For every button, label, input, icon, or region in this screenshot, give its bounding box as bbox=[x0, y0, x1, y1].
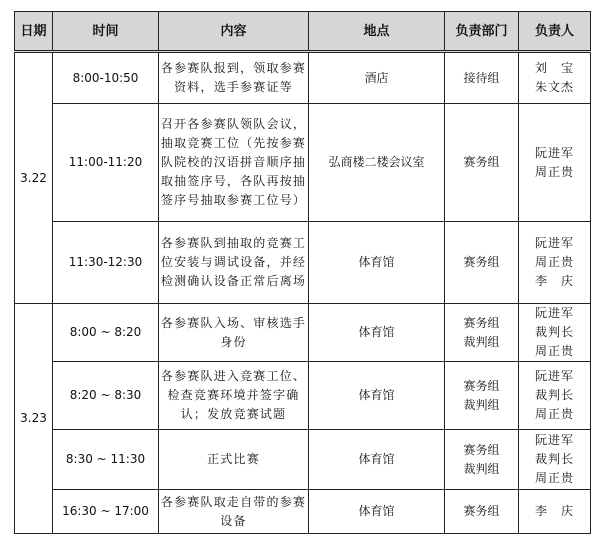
header-content: 内容 bbox=[159, 12, 309, 52]
table-row bbox=[15, 362, 591, 430]
department-name: 接待组 bbox=[463, 70, 500, 85]
department-name: 赛务组 bbox=[463, 315, 500, 330]
department-cell bbox=[445, 222, 519, 304]
department-name: 赛务组 bbox=[463, 504, 500, 518]
person-name: 阮进军 bbox=[534, 369, 574, 383]
person-name: 阮进军 bbox=[534, 145, 574, 160]
person-cell bbox=[519, 222, 591, 304]
content-cell: 正式比赛 bbox=[159, 430, 309, 490]
location-cell: 体育馆 bbox=[309, 304, 445, 362]
time-cell: 11:30-12:30 bbox=[53, 222, 159, 304]
department-cell bbox=[445, 362, 519, 430]
person-cell bbox=[519, 104, 591, 222]
person-name: 阮进军 bbox=[534, 433, 574, 447]
time-cell: 16:30 ~ 17:00 bbox=[53, 490, 159, 534]
person-name: 周正贵 bbox=[534, 471, 574, 485]
department-name: 裁判组 bbox=[463, 397, 500, 412]
person-name: 裁判长 bbox=[534, 325, 574, 339]
content-cell: 各参赛队到抽取的竞赛工位安装与调试设备，并经检测确认设备正常后离场 bbox=[159, 222, 309, 304]
person-name: 周正贵 bbox=[534, 255, 574, 269]
department-cell bbox=[445, 430, 519, 490]
person-name: 李 庆 bbox=[534, 504, 574, 518]
header-person: 负责人 bbox=[519, 12, 591, 52]
person-name: 周正贵 bbox=[534, 164, 574, 179]
table-row bbox=[15, 52, 591, 104]
department-name: 裁判组 bbox=[463, 334, 500, 349]
time-cell: 8:00-10:50 bbox=[53, 52, 159, 104]
content-cell: 各参赛队进入竞赛工位、检查竞赛环境并签字确认；发放竞赛试题 bbox=[159, 362, 309, 430]
time-cell: 8:20 ~ 8:30 bbox=[53, 362, 159, 430]
header-time: 时间 bbox=[53, 12, 159, 52]
person-name: 周正贵 bbox=[534, 407, 574, 421]
header-date: 日期 bbox=[15, 12, 53, 52]
person-cell bbox=[519, 490, 591, 534]
header-row bbox=[15, 12, 591, 52]
department-cell bbox=[445, 104, 519, 222]
person-name: 裁判长 bbox=[534, 388, 574, 402]
header-location: 地点 bbox=[309, 12, 445, 52]
content-cell: 各参赛队报到，领取参赛资料，选手参赛证等 bbox=[159, 52, 309, 104]
department-cell bbox=[445, 304, 519, 362]
header-department: 负责部门 bbox=[445, 12, 519, 52]
person-name: 裁判长 bbox=[534, 452, 574, 466]
person-cell bbox=[519, 362, 591, 430]
table-row bbox=[15, 222, 591, 304]
person-name: 阮进军 bbox=[534, 236, 574, 250]
time-cell: 8:00 ~ 8:20 bbox=[53, 304, 159, 362]
department-cell bbox=[445, 490, 519, 534]
department-name: 裁判组 bbox=[463, 461, 500, 476]
department-name: 赛务组 bbox=[463, 378, 500, 393]
department-cell bbox=[445, 52, 519, 104]
date-cell: 3.22 bbox=[15, 52, 53, 304]
department-name: 赛务组 bbox=[463, 442, 500, 457]
table-row bbox=[15, 490, 591, 534]
person-cell bbox=[519, 304, 591, 362]
location-cell: 弘商楼二楼会议室 bbox=[309, 104, 445, 222]
person-cell bbox=[519, 52, 591, 104]
person-name: 朱文杰 bbox=[534, 80, 574, 94]
person-cell bbox=[519, 430, 591, 490]
location-cell: 体育馆 bbox=[309, 362, 445, 430]
person-name: 李 庆 bbox=[534, 274, 574, 288]
person-name: 刘 宝 bbox=[534, 61, 574, 75]
schedule-table-wrapper bbox=[14, 11, 591, 534]
department-name: 赛务组 bbox=[463, 255, 500, 269]
table-row bbox=[15, 104, 591, 222]
table-row bbox=[15, 430, 591, 490]
department-name: 赛务组 bbox=[463, 155, 500, 169]
schedule-table bbox=[14, 11, 591, 534]
content-cell: 各参赛队取走自带的参赛设备 bbox=[159, 490, 309, 534]
person-name: 阮进军 bbox=[534, 306, 574, 320]
location-cell: 体育馆 bbox=[309, 430, 445, 490]
location-cell: 酒店 bbox=[309, 52, 445, 104]
content-cell: 召开各参赛队领队会议，抽取竞赛工位（先按参赛队院校的汉语拼音顺序抽取抽签序号，各队再按抽签序号抽取参赛工位号） bbox=[159, 104, 309, 222]
date-cell: 3.23 bbox=[15, 304, 53, 534]
content-cell: 各参赛队入场、审核选手身份 bbox=[159, 304, 309, 362]
person-name: 周正贵 bbox=[534, 344, 574, 358]
location-cell: 体育馆 bbox=[309, 490, 445, 534]
time-cell: 8:30 ~ 11:30 bbox=[53, 430, 159, 490]
time-cell: 11:00-11:20 bbox=[53, 104, 159, 222]
location-cell: 体育馆 bbox=[309, 222, 445, 304]
table-row bbox=[15, 304, 591, 362]
